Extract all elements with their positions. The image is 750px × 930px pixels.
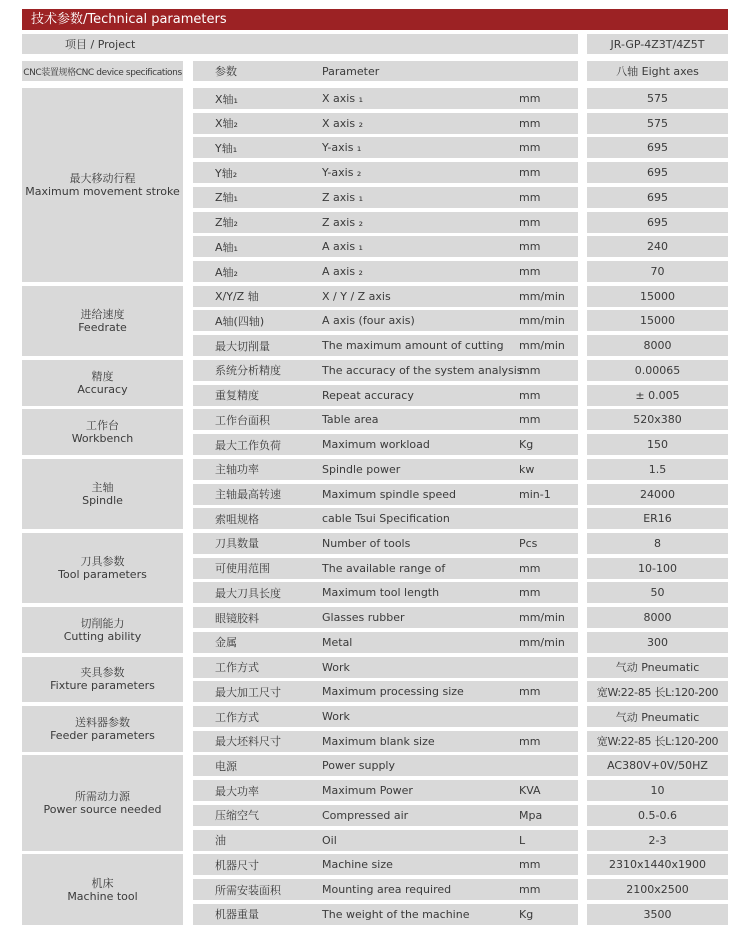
- param-name-en: Compressed air: [322, 808, 409, 822]
- param-name-cn: A轴(四轴): [215, 314, 265, 328]
- table-row: [193, 805, 578, 826]
- param-value: 50: [587, 582, 728, 603]
- param-value: AC380V+0V/50HZ: [587, 755, 728, 776]
- param-name-en: Work: [322, 710, 350, 723]
- table-row: [193, 335, 578, 356]
- param-name-en: X axis ₁: [322, 92, 363, 105]
- param-value: 0.00065: [587, 360, 728, 381]
- param-value: 70: [587, 261, 728, 282]
- table-row: [193, 706, 578, 727]
- group-title-en: Feeder parameters: [50, 728, 155, 742]
- param-value: 695: [587, 212, 728, 233]
- param-value: 15000: [587, 286, 728, 307]
- param-name-en: Y-axis ₂: [322, 166, 362, 180]
- param-name-cn: X轴₁: [215, 92, 238, 106]
- param-name-cn: 索咀规格: [215, 512, 259, 526]
- table-row: [193, 904, 578, 925]
- param-name-en: The accuracy of the system analysis: [322, 363, 523, 377]
- param-name-en: Maximum spindle speed: [322, 487, 456, 501]
- param-value: 695: [587, 187, 728, 208]
- table-row: [193, 187, 578, 208]
- param-name-cn: 系统分析精度: [215, 364, 281, 378]
- group-cell: [22, 755, 183, 850]
- param-name-en: Maximum tool length: [322, 586, 440, 600]
- param-name-en: X axis ₂: [322, 116, 363, 130]
- group-cell: [22, 459, 183, 529]
- param-unit: Kg: [519, 438, 534, 452]
- table-row: [193, 508, 578, 529]
- group-title-en: Maximum movement stroke: [25, 185, 180, 199]
- param-name-cn: 机器尺寸: [215, 858, 259, 872]
- param-name-cn: 最大刀具长度: [215, 586, 281, 600]
- param-name-cn: 电源: [215, 759, 237, 773]
- param-name-cn: 可使用范围: [215, 562, 270, 576]
- param-name-en: The maximum amount of cutting: [322, 339, 504, 353]
- parameter-header-en: Parameter: [322, 64, 380, 78]
- page-title: 技术参数/Technical parameters: [22, 9, 728, 30]
- param-value: 1.5: [587, 459, 728, 480]
- param-name-cn: 主轴功率: [215, 463, 259, 477]
- table-row: [193, 212, 578, 233]
- table-row: [193, 731, 578, 752]
- table-row: [193, 385, 578, 406]
- group-title-cn: 送料器参数: [75, 715, 130, 729]
- param-name-en: Machine size: [322, 858, 393, 872]
- table-row: [193, 286, 578, 307]
- param-name-en: Metal: [322, 635, 353, 649]
- param-value: 520x380: [587, 409, 728, 430]
- param-name-en: Z axis ₂: [322, 215, 363, 229]
- group-cell: [22, 360, 183, 406]
- param-unit: mm: [519, 116, 541, 130]
- group-title-en: Accuracy: [77, 382, 128, 396]
- param-unit: mm: [519, 883, 541, 897]
- param-name-en: The weight of the machine: [322, 907, 470, 921]
- param-name-en: Z axis ₁: [322, 190, 363, 204]
- param-name-en: Power supply: [322, 759, 395, 773]
- group-title-en: Fixture parameters: [50, 679, 155, 693]
- param-name-cn: Y轴₁: [215, 141, 238, 155]
- param-name-en: Maximum Power: [322, 784, 413, 798]
- param-name-en: Repeat accuracy: [322, 388, 414, 402]
- table-row: [193, 755, 578, 776]
- table-row: [193, 607, 578, 628]
- param-name-en: A axis (four axis): [322, 314, 415, 328]
- table-row: [193, 533, 578, 554]
- param-value: 15000: [587, 310, 728, 331]
- param-name-en: cable Tsui Specification: [322, 512, 450, 526]
- param-name-cn: 重复精度: [215, 389, 259, 403]
- param-value: 2100x2500: [587, 879, 728, 900]
- param-unit: mm: [519, 215, 541, 229]
- group-title-cn: 精度: [91, 369, 114, 383]
- param-value: 气动 Pneumatic: [587, 706, 728, 727]
- param-unit: mm/min: [519, 611, 565, 625]
- param-unit: mm: [519, 586, 541, 600]
- param-name-cn: 最大加工尺寸: [215, 685, 281, 699]
- parameter-header: [193, 61, 578, 81]
- param-value: 气动 Pneumatic: [587, 657, 728, 678]
- param-unit: mm/min: [519, 635, 565, 649]
- table-row: [193, 681, 578, 702]
- axes-count-value: 八轴 Eight axes: [587, 61, 728, 81]
- param-unit: mm: [519, 685, 541, 699]
- group-title-cn: 进给速度: [80, 307, 125, 321]
- param-name-cn: 刀具数量: [215, 537, 259, 551]
- param-name-en: Table area: [322, 413, 379, 427]
- param-name-cn: 工作台面积: [215, 413, 270, 427]
- group-title-en: Workbench: [71, 432, 134, 446]
- param-name-en: The available range of: [322, 561, 446, 575]
- group-cell: [22, 409, 183, 455]
- param-value: ER16: [587, 508, 728, 529]
- param-name-en: Maximum workload: [322, 438, 430, 452]
- param-name-cn: Z轴₁: [215, 191, 238, 205]
- table-row: [193, 360, 578, 381]
- param-unit: mm: [519, 141, 541, 155]
- parameter-header-cn: 参数: [215, 65, 237, 78]
- table-row: [193, 162, 578, 183]
- param-value: 0.5-0.6: [587, 805, 728, 826]
- param-value: 300: [587, 632, 728, 653]
- group-cell: [22, 607, 183, 653]
- param-unit: mm: [519, 166, 541, 180]
- param-unit: Pcs: [519, 536, 538, 550]
- table-row: [193, 879, 578, 900]
- param-name-cn: 最大坯料尺寸: [215, 735, 281, 749]
- param-unit: mm/min: [519, 314, 565, 328]
- param-unit: mm: [519, 190, 541, 204]
- table-row: [193, 409, 578, 430]
- param-value: 695: [587, 162, 728, 183]
- table-row: [193, 459, 578, 480]
- group-title-en: Spindle: [82, 494, 123, 508]
- param-value: 2-3: [587, 830, 728, 851]
- param-name-cn: Z轴₂: [215, 216, 238, 230]
- table-row: [193, 780, 578, 801]
- param-name-en: A axis ₂: [322, 265, 363, 279]
- table-row: [193, 582, 578, 603]
- param-unit: mm: [519, 363, 541, 377]
- group-cell: [22, 854, 183, 924]
- table-row: [193, 236, 578, 257]
- param-value: 10-100: [587, 558, 728, 579]
- param-unit: mm: [519, 240, 541, 254]
- param-name-en: A axis ₁: [322, 240, 363, 254]
- param-unit: mm: [519, 734, 541, 748]
- group-cell: [22, 706, 183, 752]
- table-row: [193, 484, 578, 505]
- param-unit: mm/min: [519, 339, 565, 353]
- group-title-en: Cutting ability: [63, 629, 142, 643]
- param-unit: mm: [519, 388, 541, 402]
- param-name-en: Maximum processing size: [322, 685, 464, 699]
- param-name-en: Y-axis ₁: [322, 141, 362, 155]
- param-name-en: Oil: [322, 833, 337, 847]
- param-unit: Kg: [519, 907, 534, 921]
- param-name-cn: X轴₂: [215, 117, 238, 131]
- table-row: [193, 657, 578, 678]
- param-unit: Mpa: [519, 808, 543, 822]
- group-cell: [22, 88, 183, 282]
- table-row: [193, 310, 578, 331]
- param-name-cn: 金属: [215, 636, 237, 650]
- group-title-cn: 夹具参数: [80, 666, 125, 680]
- param-value: 宽W:22-85 长L:120-200: [587, 731, 728, 752]
- param-unit: mm: [519, 413, 541, 427]
- param-value: 2310x1440x1900: [587, 854, 728, 875]
- param-name-cn: 主轴最高转速: [215, 488, 281, 502]
- param-name-cn: A轴₁: [215, 240, 238, 254]
- param-unit: KVA: [519, 784, 541, 798]
- param-name-cn: 机器重量: [215, 908, 259, 922]
- cnc-spec-label: CNC装置规格CNC device specifications: [22, 61, 183, 81]
- param-unit: L: [519, 833, 526, 847]
- param-value: 575: [587, 113, 728, 134]
- group-title-cn: 刀具参数: [80, 555, 125, 569]
- table-row: [193, 113, 578, 134]
- param-value: 8000: [587, 335, 728, 356]
- group-title-en: Power source needed: [43, 803, 162, 817]
- table-row: [193, 558, 578, 579]
- group-title-en: Tool parameters: [58, 568, 147, 582]
- group-title-cn: 机床: [91, 876, 114, 890]
- group-title-cn: 所需动力源: [75, 790, 130, 804]
- table-row: [193, 632, 578, 653]
- param-name-en: Number of tools: [322, 536, 411, 550]
- param-value: 24000: [587, 484, 728, 505]
- group-title-cn: 主轴: [91, 481, 114, 495]
- table-row: [193, 88, 578, 109]
- group-title-cn: 工作台: [86, 419, 119, 433]
- param-name-cn: 最大工作负荷: [215, 438, 281, 452]
- group-title-en: Feedrate: [78, 320, 127, 334]
- project-label: 项目 / Project: [22, 34, 578, 54]
- param-name-cn: A轴₂: [215, 265, 238, 279]
- param-value: 695: [587, 137, 728, 158]
- param-name-en: Maximum blank size: [322, 734, 435, 748]
- param-name-en: X / Y / Z axis: [322, 289, 391, 303]
- param-name-cn: 压缩空气: [215, 809, 259, 823]
- param-unit: mm/min: [519, 289, 565, 303]
- param-unit: mm: [519, 92, 541, 105]
- table-row: [193, 854, 578, 875]
- param-value: 150: [587, 434, 728, 455]
- param-value: 8: [587, 533, 728, 554]
- table-row: [193, 830, 578, 851]
- group-cell: [22, 657, 183, 703]
- group-title-cn: 最大移动行程: [69, 172, 136, 186]
- param-name-cn: 最大功率: [215, 784, 259, 798]
- param-name-en: Glasses rubber: [322, 611, 405, 625]
- param-unit: mm: [519, 858, 541, 872]
- param-value: 8000: [587, 607, 728, 628]
- param-value: 3500: [587, 904, 728, 925]
- table-row: [193, 261, 578, 282]
- param-value: ± 0.005: [587, 385, 728, 406]
- param-name-cn: 眼镜胶料: [215, 611, 259, 625]
- param-unit: kw: [519, 462, 535, 476]
- model-number: JR-GP-4Z3T/4Z5T: [587, 34, 728, 54]
- param-unit: min-1: [519, 487, 551, 501]
- param-unit: mm: [519, 265, 541, 279]
- table-row: [193, 434, 578, 455]
- param-name-en: Work: [322, 660, 350, 674]
- table-row: [193, 137, 578, 158]
- group-title-cn: 切削能力: [80, 616, 125, 630]
- param-unit: mm: [519, 561, 541, 575]
- param-name-cn: Y轴₂: [215, 166, 238, 180]
- param-name-en: Mounting area required: [322, 883, 452, 897]
- param-name-cn: X/Y/Z 轴: [215, 290, 259, 304]
- param-value: 575: [587, 88, 728, 109]
- param-name-cn: 工作方式: [215, 661, 259, 675]
- group-cell: [22, 286, 183, 356]
- param-name-cn: 油: [215, 834, 226, 848]
- param-value: 宽W:22-85 长L:120-200: [587, 681, 728, 702]
- param-name-cn: 工作方式: [215, 710, 259, 724]
- param-name-cn: 所需安装面积: [215, 883, 281, 897]
- group-cell: [22, 533, 183, 603]
- param-value: 240: [587, 236, 728, 257]
- group-title-en: Machine tool: [67, 889, 138, 903]
- param-name-cn: 最大切削量: [215, 339, 270, 353]
- param-name-en: Spindle power: [322, 462, 401, 476]
- param-value: 10: [587, 780, 728, 801]
